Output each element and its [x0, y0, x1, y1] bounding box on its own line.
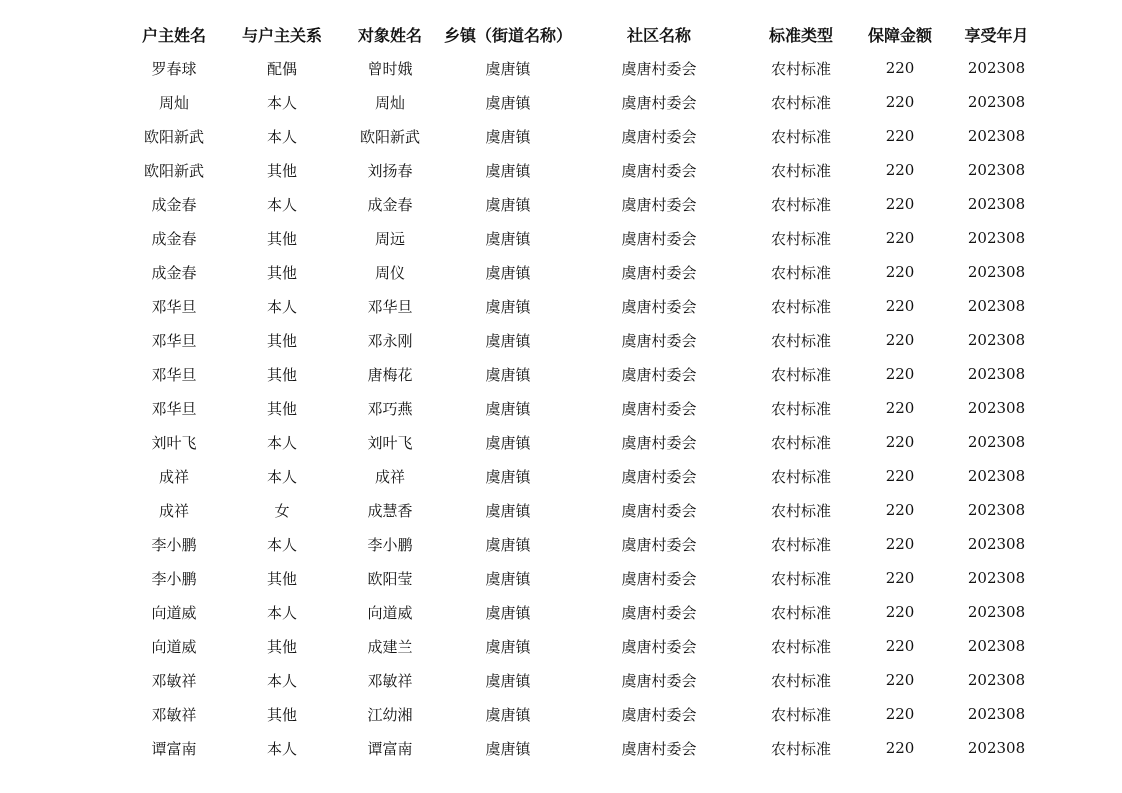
community-cell: 虞唐村委会	[621, 433, 697, 452]
recipient-name-cell: 刘扬春	[367, 161, 413, 180]
community-cell: 虞唐村委会	[621, 399, 697, 418]
township-cell: 虞唐镇	[485, 365, 531, 384]
table-row	[120, 731, 1049, 765]
header-relationship: 与户主关系	[241, 25, 322, 45]
period-cell: 202308	[967, 501, 1026, 519]
community-cell: 虞唐村委会	[621, 569, 697, 588]
standard-type-cell: 农村标准	[771, 569, 832, 588]
period-cell: 202308	[967, 229, 1026, 247]
period-cell: 202308	[967, 671, 1026, 689]
amount-cell: 220	[885, 229, 915, 247]
amount-cell: 220	[885, 399, 915, 417]
township-cell: 虞唐镇	[485, 501, 531, 520]
recipient-name-cell: 欧阳莹	[367, 569, 413, 588]
period-cell: 202308	[967, 263, 1026, 281]
standard-type-cell: 农村标准	[771, 535, 832, 554]
table-row	[120, 697, 1049, 731]
householder-name-cell: 欧阳新武	[143, 161, 204, 180]
recipient-name-cell: 邓敏祥	[367, 671, 413, 690]
community-cell: 虞唐村委会	[621, 671, 697, 690]
householder-name-cell: 邓敏祥	[151, 671, 197, 690]
relationship-cell: 其他	[266, 331, 297, 350]
relationship-cell: 本人	[266, 671, 297, 690]
amount-cell: 220	[885, 59, 915, 77]
header-community: 社区名称	[627, 25, 692, 45]
standard-type-cell: 农村标准	[771, 705, 832, 724]
period-cell: 202308	[967, 637, 1026, 655]
relationship-cell: 本人	[266, 433, 297, 452]
community-cell: 虞唐村委会	[621, 59, 697, 78]
township-cell: 虞唐镇	[485, 569, 531, 588]
relationship-cell: 其他	[266, 365, 297, 384]
community-cell: 虞唐村委会	[621, 637, 697, 656]
table-row	[120, 459, 1049, 493]
community-cell: 虞唐村委会	[621, 535, 697, 554]
amount-cell: 220	[885, 365, 915, 383]
period-cell: 202308	[967, 739, 1026, 757]
amount-cell: 220	[885, 433, 915, 451]
period-cell: 202308	[967, 59, 1026, 77]
community-cell: 虞唐村委会	[621, 739, 697, 758]
householder-name-cell: 成金春	[151, 229, 197, 248]
township-cell: 虞唐镇	[485, 399, 531, 418]
community-cell: 虞唐村委会	[621, 195, 697, 214]
recipient-name-cell: 向道威	[367, 603, 413, 622]
relationship-cell: 其他	[266, 705, 297, 724]
standard-type-cell: 农村标准	[771, 229, 832, 248]
recipient-name-cell: 曾时娥	[367, 59, 413, 78]
amount-cell: 220	[885, 603, 915, 621]
header-amount: 保障金额	[868, 25, 933, 45]
standard-type-cell: 农村标准	[771, 263, 832, 282]
recipient-name-cell: 邓巧燕	[367, 399, 413, 418]
recipient-name-cell: 周灿	[374, 93, 405, 112]
period-cell: 202308	[967, 127, 1026, 145]
table-row	[120, 663, 1049, 697]
period-cell: 202308	[967, 569, 1026, 587]
amount-cell: 220	[885, 161, 915, 179]
householder-name-cell: 欧阳新武	[143, 127, 204, 146]
table-row	[120, 629, 1049, 663]
table-row	[120, 255, 1049, 289]
relationship-cell: 其他	[266, 637, 297, 656]
standard-type-cell: 农村标准	[771, 59, 832, 78]
householder-name-cell: 刘叶飞	[151, 433, 197, 452]
relationship-cell: 其他	[266, 263, 297, 282]
householder-name-cell: 向道威	[151, 637, 197, 656]
recipient-name-cell: 周仪	[374, 263, 405, 282]
amount-cell: 220	[885, 263, 915, 281]
period-cell: 202308	[967, 603, 1026, 621]
relationship-cell: 配偶	[266, 59, 297, 78]
standard-type-cell: 农村标准	[771, 603, 832, 622]
amount-cell: 220	[885, 739, 915, 757]
township-cell: 虞唐镇	[485, 195, 531, 214]
table-row	[120, 527, 1049, 561]
householder-name-cell: 成祥	[158, 467, 189, 486]
period-cell: 202308	[967, 705, 1026, 723]
standard-type-cell: 农村标准	[771, 297, 832, 316]
period-cell: 202308	[967, 535, 1026, 553]
amount-cell: 220	[885, 127, 915, 145]
recipient-name-cell: 邓华旦	[367, 297, 413, 316]
township-cell: 虞唐镇	[485, 331, 531, 350]
householder-name-cell: 周灿	[158, 93, 189, 112]
standard-type-cell: 农村标准	[771, 637, 832, 656]
period-cell: 202308	[967, 297, 1026, 315]
householder-name-cell: 罗春球	[151, 59, 197, 78]
recipient-name-cell: 欧阳新武	[359, 127, 420, 146]
header-row	[120, 17, 1049, 51]
community-cell: 虞唐村委会	[621, 127, 697, 146]
standard-type-cell: 农村标准	[771, 467, 832, 486]
table-row	[120, 561, 1049, 595]
recipient-name-cell: 江幼湘	[367, 705, 413, 724]
relationship-cell: 本人	[266, 297, 297, 316]
standard-type-cell: 农村标准	[771, 93, 832, 112]
recipient-name-cell: 邓永刚	[367, 331, 413, 350]
amount-cell: 220	[885, 705, 915, 723]
standard-type-cell: 农村标准	[771, 161, 832, 180]
recipient-name-cell: 成祥	[374, 467, 405, 486]
table-row	[120, 391, 1049, 425]
community-cell: 虞唐村委会	[621, 297, 697, 316]
recipient-name-cell: 周远	[374, 229, 405, 248]
beneficiary-table	[120, 17, 1049, 765]
relationship-cell: 其他	[266, 229, 297, 248]
table-header	[120, 17, 1049, 51]
recipient-name-cell: 刘叶飞	[367, 433, 413, 452]
standard-type-cell: 农村标准	[771, 365, 832, 384]
township-cell: 虞唐镇	[485, 59, 531, 78]
relationship-cell: 其他	[266, 161, 297, 180]
table-row	[120, 187, 1049, 221]
township-cell: 虞唐镇	[485, 93, 531, 112]
householder-name-cell: 成金春	[151, 195, 197, 214]
amount-cell: 220	[885, 331, 915, 349]
standard-type-cell: 农村标准	[771, 195, 832, 214]
period-cell: 202308	[967, 331, 1026, 349]
relationship-cell: 其他	[266, 569, 297, 588]
community-cell: 虞唐村委会	[621, 705, 697, 724]
recipient-name-cell: 成慧香	[367, 501, 413, 520]
table-row	[120, 323, 1049, 357]
relationship-cell: 本人	[266, 603, 297, 622]
header-township: 乡镇（街道名称）	[444, 25, 573, 45]
table-row	[120, 493, 1049, 527]
recipient-name-cell: 唐梅花	[367, 365, 413, 384]
table-row	[120, 85, 1049, 119]
householder-name-cell: 邓华旦	[151, 331, 197, 350]
recipient-name-cell: 成金春	[367, 195, 413, 214]
period-cell: 202308	[967, 399, 1026, 417]
householder-name-cell: 成祥	[158, 501, 189, 520]
amount-cell: 220	[885, 637, 915, 655]
community-cell: 虞唐村委会	[621, 501, 697, 520]
householder-name-cell: 谭富南	[151, 739, 197, 758]
township-cell: 虞唐镇	[485, 739, 531, 758]
header-standard-type: 标准类型	[769, 25, 834, 45]
householder-name-cell: 成金春	[151, 263, 197, 282]
period-cell: 202308	[967, 93, 1026, 111]
community-cell: 虞唐村委会	[621, 467, 697, 486]
community-cell: 虞唐村委会	[621, 603, 697, 622]
township-cell: 虞唐镇	[485, 297, 531, 316]
relationship-cell: 其他	[266, 399, 297, 418]
relationship-cell: 本人	[266, 535, 297, 554]
amount-cell: 220	[885, 297, 915, 315]
community-cell: 虞唐村委会	[621, 263, 697, 282]
period-cell: 202308	[967, 433, 1026, 451]
relationship-cell: 本人	[266, 195, 297, 214]
period-cell: 202308	[967, 161, 1026, 179]
standard-type-cell: 农村标准	[771, 399, 832, 418]
table-row	[120, 221, 1049, 255]
table-row	[120, 357, 1049, 391]
householder-name-cell: 邓华旦	[151, 365, 197, 384]
township-cell: 虞唐镇	[485, 637, 531, 656]
amount-cell: 220	[885, 535, 915, 553]
amount-cell: 220	[885, 467, 915, 485]
standard-type-cell: 农村标准	[771, 127, 832, 146]
table-row	[120, 119, 1049, 153]
period-cell: 202308	[967, 365, 1026, 383]
table-row	[120, 51, 1049, 85]
relationship-cell: 本人	[266, 127, 297, 146]
recipient-name-cell: 谭富南	[367, 739, 413, 758]
table-row	[120, 289, 1049, 323]
table-row	[120, 153, 1049, 187]
header-period: 享受年月	[964, 25, 1029, 45]
standard-type-cell: 农村标准	[771, 739, 832, 758]
standard-type-cell: 农村标准	[771, 501, 832, 520]
township-cell: 虞唐镇	[485, 127, 531, 146]
recipient-name-cell: 李小鹏	[367, 535, 413, 554]
township-cell: 虞唐镇	[485, 603, 531, 622]
community-cell: 虞唐村委会	[621, 331, 697, 350]
amount-cell: 220	[885, 569, 915, 587]
community-cell: 虞唐村委会	[621, 365, 697, 384]
householder-name-cell: 李小鹏	[151, 535, 197, 554]
standard-type-cell: 农村标准	[771, 331, 832, 350]
householder-name-cell: 李小鹏	[151, 569, 197, 588]
relationship-cell: 女	[274, 501, 290, 520]
amount-cell: 220	[885, 671, 915, 689]
amount-cell: 220	[885, 195, 915, 213]
table-row	[120, 425, 1049, 459]
table-body	[120, 51, 1049, 765]
township-cell: 虞唐镇	[485, 535, 531, 554]
relationship-cell: 本人	[266, 739, 297, 758]
householder-name-cell: 邓华旦	[151, 297, 197, 316]
community-cell: 虞唐村委会	[621, 161, 697, 180]
householder-name-cell: 向道威	[151, 603, 197, 622]
recipient-name-cell: 成建兰	[367, 637, 413, 656]
community-cell: 虞唐村委会	[621, 93, 697, 112]
table-row	[120, 595, 1049, 629]
township-cell: 虞唐镇	[485, 705, 531, 724]
standard-type-cell: 农村标准	[771, 433, 832, 452]
relationship-cell: 本人	[266, 93, 297, 112]
township-cell: 虞唐镇	[485, 229, 531, 248]
householder-name-cell: 邓华旦	[151, 399, 197, 418]
township-cell: 虞唐镇	[485, 671, 531, 690]
township-cell: 虞唐镇	[485, 433, 531, 452]
period-cell: 202308	[967, 467, 1026, 485]
relationship-cell: 本人	[266, 467, 297, 486]
amount-cell: 220	[885, 93, 915, 111]
community-cell: 虞唐村委会	[621, 229, 697, 248]
township-cell: 虞唐镇	[485, 467, 531, 486]
standard-type-cell: 农村标准	[771, 671, 832, 690]
township-cell: 虞唐镇	[485, 161, 531, 180]
period-cell: 202308	[967, 195, 1026, 213]
amount-cell: 220	[885, 501, 915, 519]
header-householder-name: 户主姓名	[141, 25, 206, 45]
header-recipient-name: 对象姓名	[357, 25, 422, 45]
township-cell: 虞唐镇	[485, 263, 531, 282]
householder-name-cell: 邓敏祥	[151, 705, 197, 724]
